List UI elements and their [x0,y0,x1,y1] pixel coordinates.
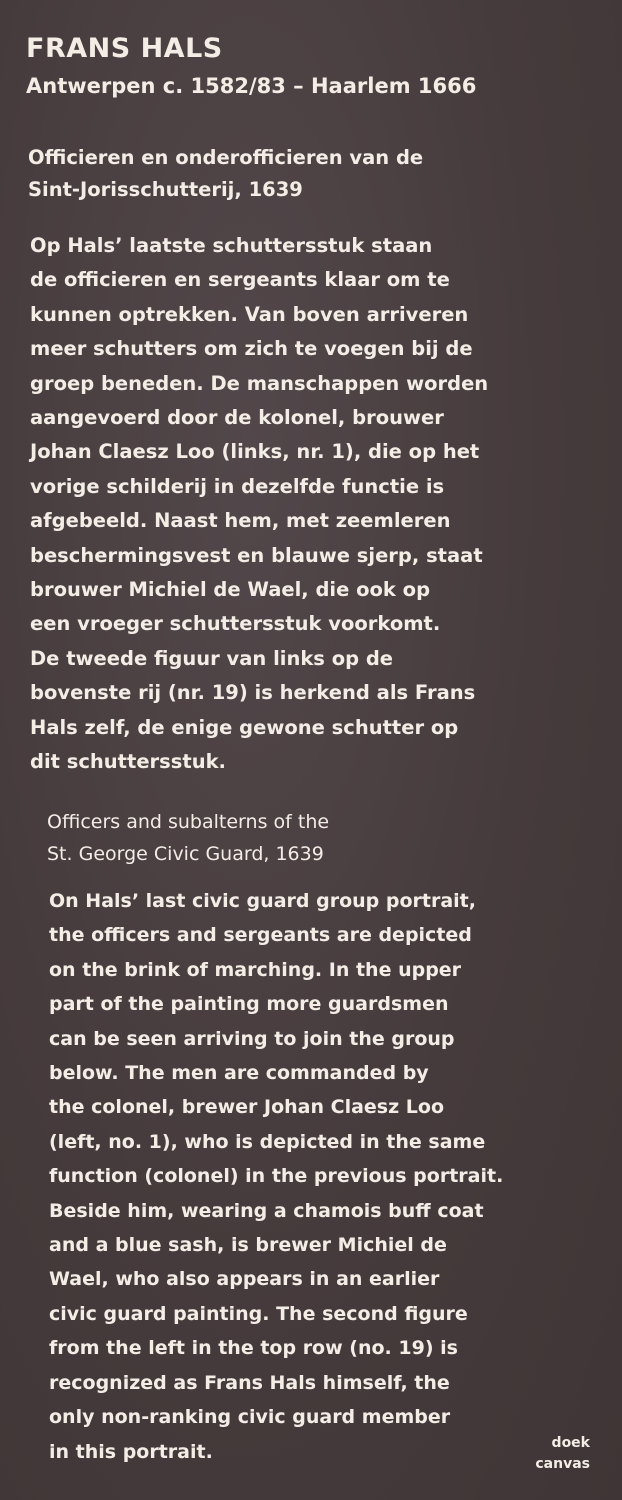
english-body-line: can be seen arriving to join the group [49,1027,455,1050]
english-body-line: the officers and sergeants are depicted [49,924,472,947]
dutch-body-line: kunnen optrekken. Van boven arriveren [30,302,469,326]
dutch-body-line: dit schuttersstuk. [30,750,226,774]
dutch-body-line: Johan Claesz Loo (links, nr. 1), die op het [30,440,480,464]
dutch-title-line: Officieren en onderofficieren van de [28,146,424,169]
dutch-body-line: de officieren en sergeants klaar om te [30,268,450,292]
english-body-line: recognized as Frans Hals himself, the [49,1371,450,1394]
dutch-title-line: Sint-Jorisschutterij, 1639 [28,178,303,201]
english-body-line: the colonel, brewer Johan Claesz Loo [49,1096,445,1119]
artist-life-dates: Antwerpen c. 1582/83 – Haarlem 1666 [26,74,477,98]
english-body-line: from the left in the top row (no. 19) is [49,1337,458,1360]
english-body-line: below. The men are commanded by [49,1062,429,1085]
dutch-body-line: groep beneden. De manschappen worden [30,371,489,395]
artist-name: FRANS HALS [26,33,223,64]
dutch-body-line: De tweede figuur van links op de [30,646,394,670]
english-body-line: Beside him, wearing a chamois buff coat [49,1199,484,1222]
dutch-body-line: brouwer Michiel de Wael, die ook op [30,578,431,602]
medium-label [535,1433,590,1475]
english-body-line: (left, no. 1), who is depicted in the same [49,1130,486,1153]
english-body-line: in this portrait. [49,1440,213,1463]
dutch-body-line: Op Hals’ laatste schuttersstuk staan [30,234,433,257]
english-title-line: St. George Civic Guard, 1639 [47,843,324,865]
english-title-line: Officers and subalterns of the [47,811,330,833]
dutch-body-line: aangevoerd door de kolonel, brouwer [30,406,444,430]
english-body-line: civic guard painting. The second figure [49,1302,468,1325]
english-body-line: part of the painting more guardsmen [49,993,449,1016]
english-body-line: and a blue sash, is brewer Michiel de [49,1234,447,1257]
dutch-body-line: een vroeger schuttersstuk voorkomt. [30,612,441,636]
english-body-line: on the brink of marching. In the upper [49,958,462,981]
english-body-line: only non-ranking civic guard member [49,1406,451,1429]
dutch-body-line: bovenste rij (nr. 19) is herkend als Frans [30,681,476,705]
english-description [49,884,503,1469]
dutch-body-line: vorige schilderij in dezelfde functie is [30,474,445,498]
medium-english: canvas [535,1456,590,1472]
english-title [47,806,329,870]
english-body-line: Wael, who also appears in an earlier [49,1268,440,1291]
dutch-description [30,229,488,780]
dutch-body-line: meer schutters om zich te voegen bij de [30,337,473,361]
english-body-line: On Hals’ last civic guard group portrait, [49,890,476,912]
dutch-title [28,142,423,206]
dutch-body-line: Hals zelf, de enige gewone schutter op [30,715,459,739]
medium-dutch: doek [551,1435,590,1451]
english-body-line: function (colonel) in the previous portrait. [49,1165,504,1188]
dutch-body-line: afgebeeld. Naast hem, met zeemleren [30,509,451,533]
dutch-body-line: beschermingsvest en blauwe sjerp, staat [30,543,483,567]
